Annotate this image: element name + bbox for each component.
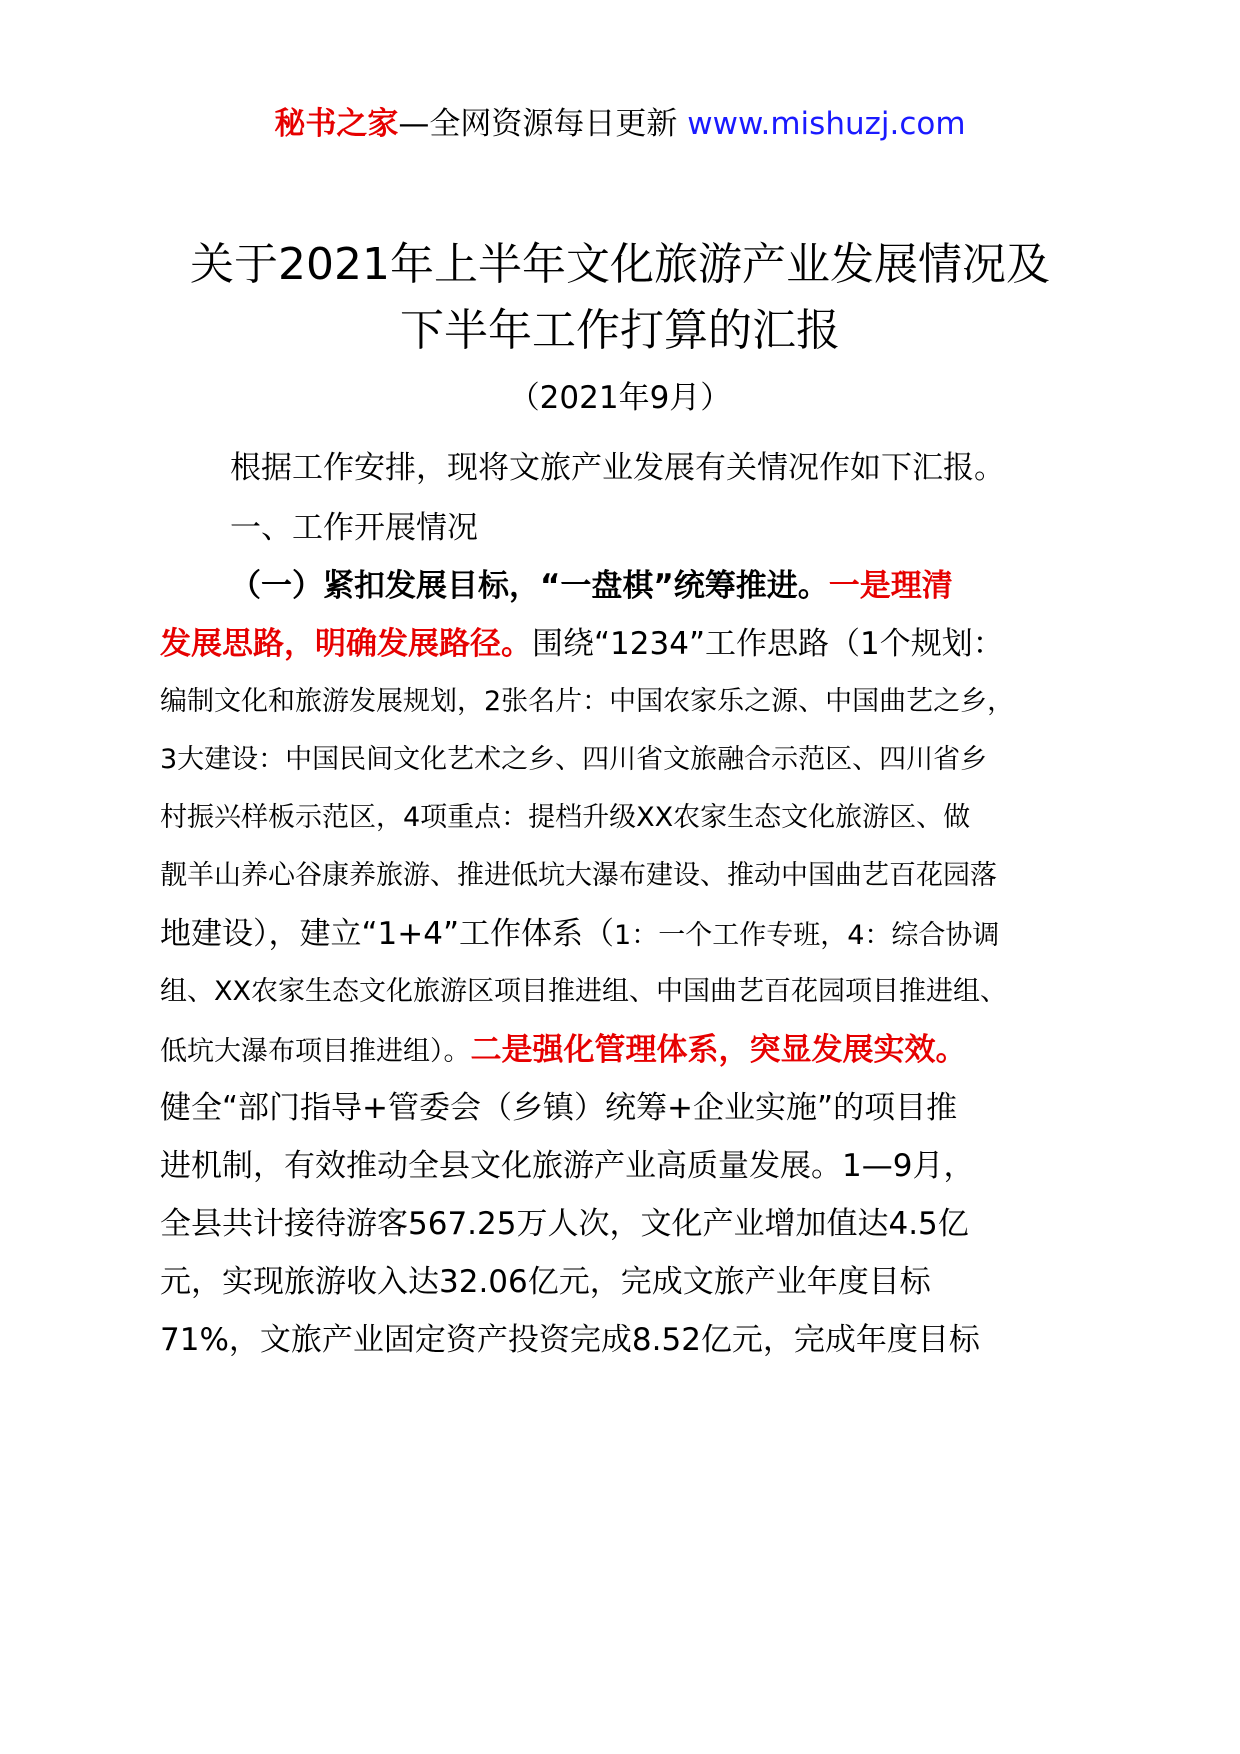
subsection-heading: （一）紧扣发展目标，“一盘棋”统筹推进。: [230, 568, 829, 604]
body-line-13: 元，实现旅游收入达32.06亿元，完成文旅产业年度目标: [160, 1264, 931, 1300]
title-line-1: 关于2021年上半年文化旅游产业发展情况及: [190, 239, 1050, 290]
title-line-2: 下半年工作打算的汇报: [400, 305, 840, 356]
body-line-14: 71%，文旅产业固定资产投资完成8.52亿元，完成年度目标: [160, 1322, 980, 1358]
body-line-10: 健全“部门指导+管委会（乡镇）统筹+企业实施”的项目推: [160, 1090, 958, 1126]
brand-name: 秘书之家: [274, 106, 399, 142]
point-1-heading-b: 发展思路，明确发展路径。: [160, 626, 532, 662]
body-line-7-a: 地建设），建立“1+4”工作体系（: [160, 916, 615, 952]
body-line-7-b: 1：一个工作专班，4：综合协调: [614, 920, 1000, 951]
point-2-heading: 二是强化管理体系，突显发展实效。: [470, 1032, 967, 1068]
body-line-5: 村振兴样板示范区，4项重点：提档升级XX农家生态文化旅游区、做: [160, 802, 971, 833]
body-line-11: 进机制，有效推动全县文化旅游产业高质量发展。1—9月，: [160, 1148, 975, 1184]
header-tagline: —全网资源每日更新: [398, 106, 678, 142]
body-line-8: 组、XX农家生态文化旅游区项目推进组、中国曲艺百花园项目推进组、: [160, 976, 1007, 1007]
site-header: [0, 98, 1240, 143]
subsection-heading-line: [230, 566, 1160, 606]
document-date: （2021年9月）: [508, 380, 732, 416]
point-1-heading-a: 一是理清: [828, 568, 953, 604]
body-line-2-text: 围绕“1234”工作思路（1个规划：: [532, 626, 1004, 662]
section-heading-1: 一、工作开展情况: [230, 510, 478, 546]
intro-paragraph: 根据工作安排，现将文旅产业发展有关情况作如下汇报。: [230, 450, 1005, 486]
document-title: [0, 232, 1240, 364]
body-line-6: 靓羊山养心谷康养旅游、推进低坑大瀑布建设、推动中国曲艺百花园落: [160, 860, 997, 891]
body-line-3: 编制文化和旅游发展规划，2张名片：中国农家乐之源、中国曲艺之乡，: [160, 686, 1015, 717]
header-url-link[interactable]: www.mishuzj.com: [687, 106, 966, 142]
body-line-7: [160, 914, 1090, 956]
body-line-9-a: 低坑大瀑布项目推进组）。: [160, 1036, 471, 1067]
body-line-4: 3大建设：中国民间文化艺术之乡、四川省文旅融合示范区、四川省乡: [160, 744, 988, 775]
body-line-9: [160, 1030, 1090, 1072]
body-line-12: 全县共计接待游客567.25万人次，文化产业增加值达4.5亿: [160, 1206, 969, 1242]
body-line-2: [160, 624, 1090, 664]
